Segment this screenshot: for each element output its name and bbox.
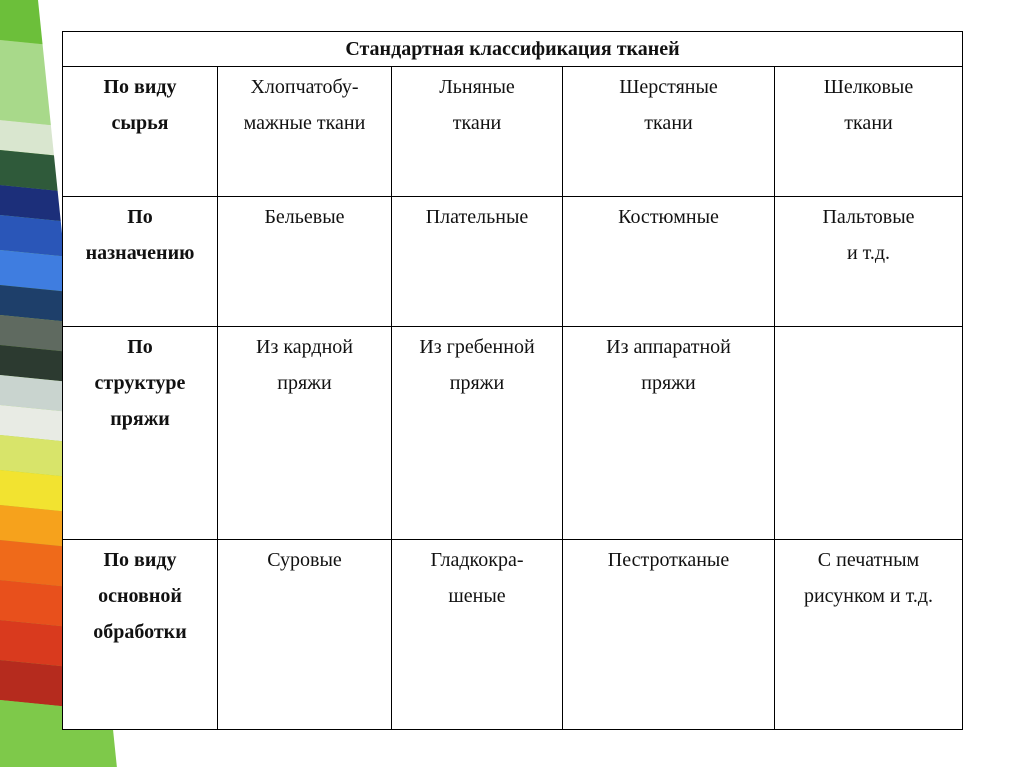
row-header: По назначению [63,197,218,327]
table-cell: Шелковые ткани [775,67,963,197]
table-cell: Из кардной пряжи [218,327,392,540]
row-header: По структуре пряжи [63,327,218,540]
table-row [63,327,963,540]
table-cell: Из аппаратной пряжи [563,327,775,540]
table-cell: Хлопчатобу- мажные ткани [218,67,392,197]
table-cell: Бельевые [218,197,392,327]
table-title: Стандартная классификация тканей [63,32,963,67]
row-header: По виду сырья [63,67,218,197]
table-cell: Суровые [218,540,392,730]
table-row [63,67,963,197]
table-cell: Гладкокра- шеные [392,540,563,730]
table-row [63,540,963,730]
table-cell: Пестротканые [563,540,775,730]
table-cell [775,327,963,540]
row-header: По виду основной обработки [63,540,218,730]
fabric-classification-table [62,31,963,730]
table-row [63,197,963,327]
table-cell: Пальтовые и т.д. [775,197,963,327]
table-cell: Плательные [392,197,563,327]
table-cell: Из гребенной пряжи [392,327,563,540]
table-cell: Шерстяные ткани [563,67,775,197]
table-cell: С печатным рисунком и т.д. [775,540,963,730]
table-cell: Костюмные [563,197,775,327]
table-cell: Льняные ткани [392,67,563,197]
table-title-row [63,32,963,67]
